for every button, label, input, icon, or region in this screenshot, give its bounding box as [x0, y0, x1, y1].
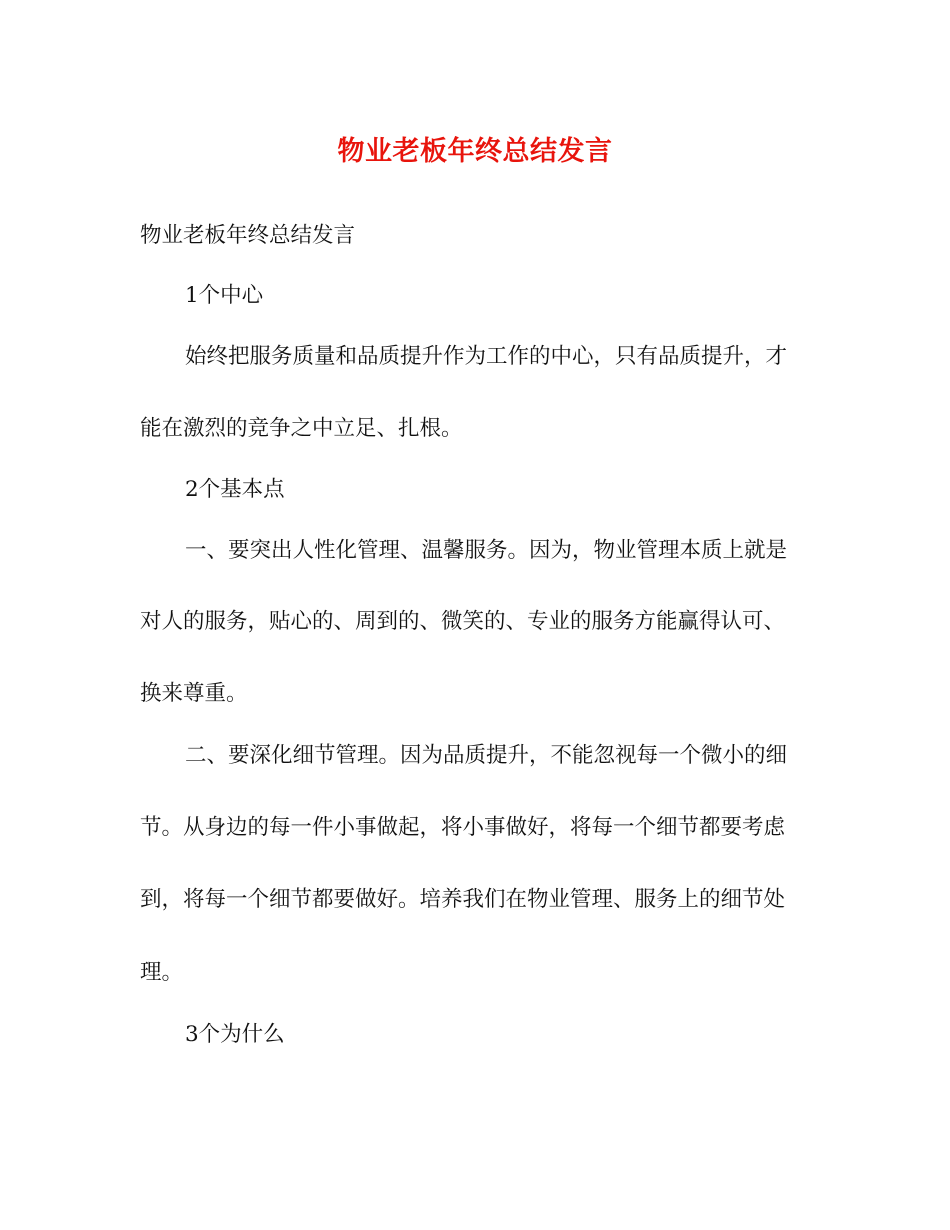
- document-title: 物业老板年终总结发言: [337, 136, 613, 167]
- paragraph-line: 换来尊重。: [140, 681, 248, 706]
- paragraph-line: 对人的服务，贴心的、周到的、微笑的、专业的服务方能赢得认可、: [140, 609, 786, 634]
- paragraph-line: 始终把服务质量和品质提升作为工作的中心，只有品质提升，才: [185, 344, 788, 369]
- paragraph-line: 一、要突出人性化管理、温馨服务。因为，物业管理本质上就是: [185, 538, 788, 563]
- paragraph-line: 能在激烈的竞争之中立足、扎根。: [140, 416, 463, 441]
- paragraph-line: 物业老板年终总结发言: [140, 223, 356, 248]
- paragraph-line: 理。: [140, 960, 184, 985]
- paragraph-line: 1个中心: [185, 283, 264, 308]
- paragraph-line: 节。从身边的每一件小事做起，将小事做好，将每一个细节都要考虑: [140, 815, 786, 840]
- paragraph-line: 2个基本点: [185, 477, 285, 502]
- paragraph-line: 3个为什么: [185, 1022, 285, 1047]
- paragraph-line: 二、要深化细节管理。因为品质提升，不能忽视每一个微小的细: [185, 743, 788, 768]
- paragraph-line: 到，将每一个细节都要做好。培养我们在物业管理、服务上的细节处: [140, 887, 786, 912]
